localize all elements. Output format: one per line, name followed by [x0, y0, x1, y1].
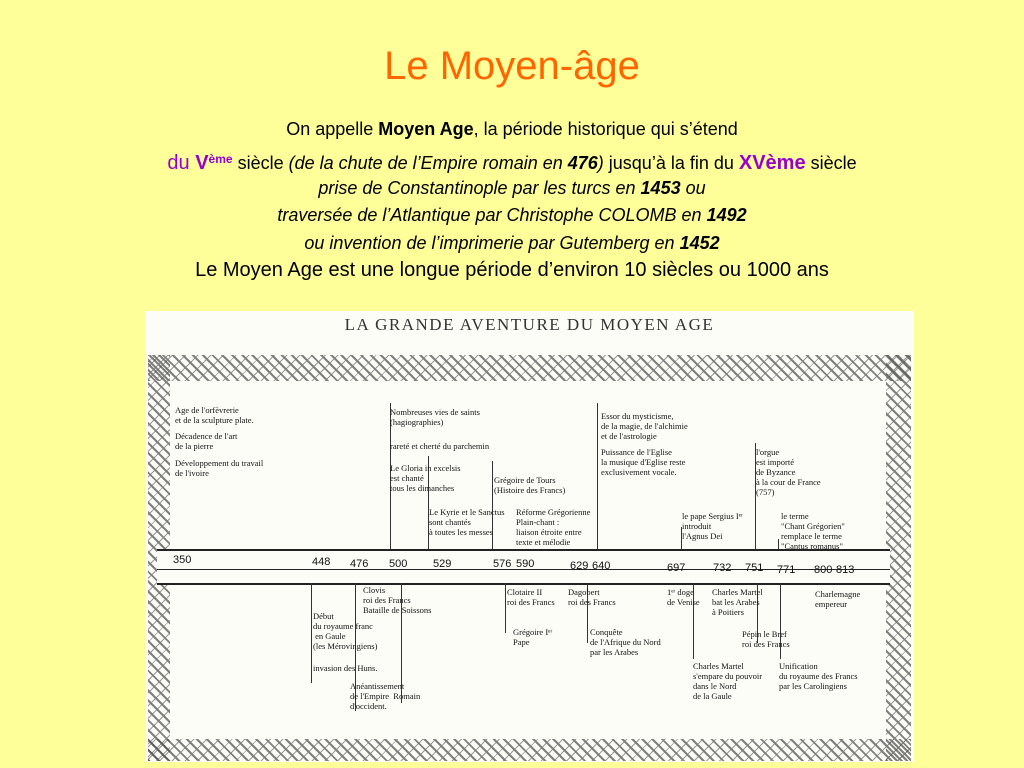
year-label: 800: [814, 564, 833, 576]
note-pepin: Pépin le Bref roi des Francs: [742, 629, 790, 649]
intro-du: du: [167, 152, 196, 174]
intro-year: 1453: [640, 178, 681, 198]
intro-text: On appelle: [286, 119, 379, 139]
note-charlemagne: Charlemagne empereur: [815, 589, 861, 609]
year-label: 732: [713, 562, 732, 574]
decorative-border-bottom: [148, 739, 911, 761]
intro-line-4: [0, 204, 1024, 226]
note-debut-royaume: Début du royaume franc en Gaule (les Mérovingiens): [313, 611, 378, 651]
tick: [311, 583, 312, 683]
year-label: 590: [516, 558, 535, 570]
note-parchemin: rareté et cherté du parchemin: [390, 441, 490, 451]
intro-text: (de la chute de l’Empire romain en: [288, 153, 568, 173]
year-label: 500: [389, 558, 408, 570]
timeline-heading: LA GRANDE AVENTURE DU MOYEN AGE: [344, 315, 715, 334]
year-label: 629: [570, 560, 589, 572]
intro-sup: ème: [208, 152, 233, 166]
year-label: 350: [173, 554, 192, 566]
intro-year: 476: [567, 153, 598, 173]
intro-text: traversée de l’Atlantique par Christophe COLOMB en: [277, 205, 707, 225]
intro-xv: XVème: [738, 152, 806, 174]
note-chant-gregorien: le terme "Chant Grégorien" remplace le terme "Cantus romanus": [781, 511, 845, 551]
intro-text: ou: [680, 178, 706, 198]
intro-text: siècle: [805, 153, 857, 173]
year-label: 476: [350, 558, 369, 570]
slide-title: Le Moyen-âge: [384, 44, 640, 88]
note-gregoire-tours: Grégoire de Tours (Histoire des Francs): [494, 475, 566, 495]
note-clovis: Clovis roi des Francs Bataille de Soissons: [363, 585, 432, 615]
intro-line-1: [0, 118, 1024, 140]
note-doge: 1ᵉʳ doge de Venise: [667, 587, 700, 607]
note-orfevrerie: Age de l'orfèvrerie et de la sculpture plate.: [175, 405, 254, 425]
year-label: 771: [777, 564, 796, 576]
note-conquete: Conquête de l'Afrique du Nord par les Arabes: [590, 627, 661, 657]
intro-line-5: [0, 232, 1024, 254]
note-unification: Unification du royaume des Francs par les Carolingiens: [779, 661, 858, 691]
intro-text: ): [597, 153, 604, 173]
intro-text: prise de Constantinople par les turcs en: [318, 178, 641, 198]
intro-v: V: [195, 152, 209, 174]
note-clotaire: Clotaire II roi des Francs: [507, 587, 555, 607]
tick: [597, 403, 598, 549]
note-mysticisme: Essor du mysticisme, de la magie, de l'alchimie et de l'astrologie: [601, 411, 688, 441]
note-aneantissement: Anéantissement de l'Empire Romain d'occident.: [350, 681, 421, 711]
year-label: 751: [745, 562, 764, 574]
year-label: 529: [433, 558, 452, 570]
note-martel-poitiers: Charles Martel bat les Arabes à Poitiers: [712, 587, 763, 617]
note-decadence: Décadence de l'art de la pierre: [175, 431, 238, 451]
note-gregoire-pape: Grégoire Iᵉʳ Pape: [513, 627, 553, 647]
intro-line-6: Le Moyen Age est une longue période d’environ 10 siècles ou 1000 ans: [195, 259, 829, 281]
note-puissance: Puissance de l'Eglise la musique d'Eglise reste exclusivement vocale.: [601, 447, 686, 477]
tick: [505, 583, 506, 633]
intro-year: 1452: [679, 233, 720, 253]
note-kyrie: Le Kyrie et le Sanctus sont chantés à toutes les messes: [429, 507, 505, 537]
note-sergius: le pape Sergius Iᵉʳ introduit l'Agnus Dei: [682, 511, 743, 541]
year-label: 813: [836, 564, 855, 576]
intro-text: jusqu’à la fin du: [603, 153, 739, 173]
note-martel-pouvoir: Charles Martel s'empare du pouvoir dans le Nord de la Gaule: [693, 661, 763, 701]
decorative-border-top: [148, 355, 911, 381]
year-label: 697: [667, 562, 686, 574]
intro-text: ou invention de l’imprimerie par Gutemberg en: [304, 233, 680, 253]
intro-text: siècle: [232, 153, 289, 173]
note-gloria: Le Gloria in excelsis est chanté tous les dimanches: [390, 463, 461, 493]
tick: [778, 539, 779, 549]
note-ivoire: Développement du travail de l'ivoire: [175, 458, 264, 478]
year-label: 640: [592, 560, 611, 572]
intro-text: , la période historique qui s’étend: [473, 119, 738, 139]
note-orgue: l'orgue est importé de Byzance à la cour de France (757): [756, 447, 821, 497]
note-huns: invasion des Huns.: [313, 663, 378, 673]
year-label: 576: [493, 558, 512, 570]
note-dagobert: Dagobert roi des Francs: [568, 587, 616, 607]
timeline-image: [145, 311, 914, 762]
note-reforme: Réforme Grégorienne Plain-chant : liaison étroite entre texte et mélodie: [516, 507, 591, 547]
year-label: 448: [312, 556, 331, 568]
intro-line-2: [0, 148, 1024, 174]
intro-bold: Moyen Age: [378, 119, 474, 139]
intro-line-3: [0, 177, 1024, 199]
intro-year: 1492: [706, 205, 747, 225]
note-saints: Nombreuses vies de saints (hagiographies): [390, 407, 480, 427]
